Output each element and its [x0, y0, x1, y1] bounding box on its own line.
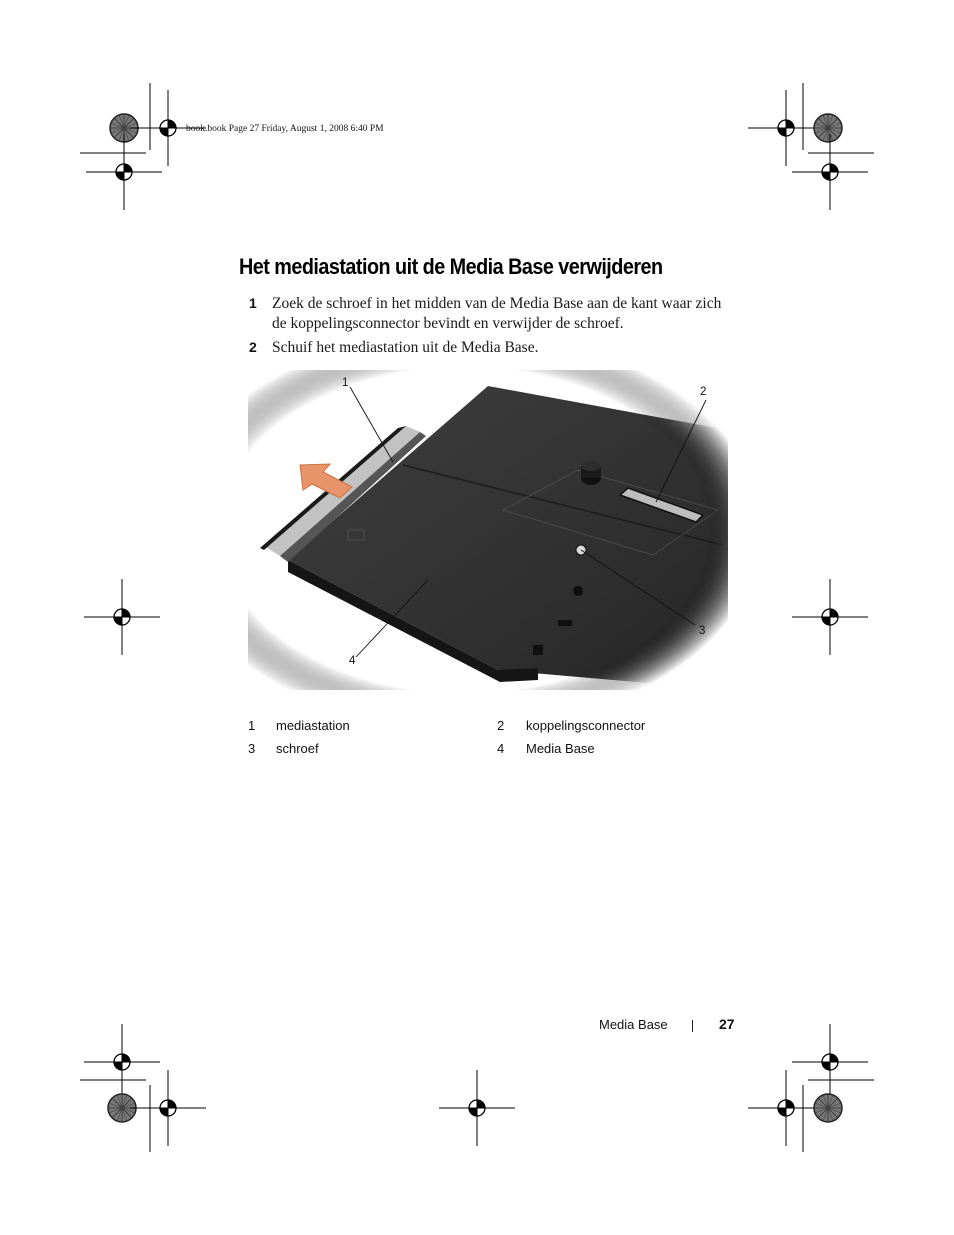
- step-number: 2: [249, 339, 257, 355]
- step-text-line: de koppelingsconnector bevindt en verwijder de schroef.: [272, 315, 624, 332]
- page-title: Het mediastation uit de Media Base verwijderen: [239, 254, 663, 279]
- registration-cross-icon: [86, 134, 162, 210]
- legend-number: 3: [248, 741, 256, 756]
- print-slug-line: book.book Page 27 Friday, August 1, 2008 6:40 PM: [186, 124, 384, 134]
- callout-number: 1: [342, 377, 349, 389]
- callout-number: 4: [349, 655, 356, 667]
- registration-wheel-icon: [814, 1094, 842, 1122]
- registration-wheel-icon: [814, 114, 842, 142]
- legend-number: 4: [497, 741, 505, 756]
- registration-cross-icon: [130, 1070, 206, 1146]
- footer-section-title: Media Base: [599, 1017, 668, 1032]
- registration-cross-icon: [792, 579, 868, 655]
- legend-label: Media Base: [526, 741, 595, 756]
- legend-number: 1: [248, 718, 256, 733]
- registration-cross-icon: [84, 579, 160, 655]
- step-text-line: Schuif het mediastation uit de Media Base.: [272, 339, 539, 356]
- media-base-illustration: [248, 370, 728, 690]
- legend-label: mediastation: [276, 718, 350, 733]
- step-number: 1: [249, 295, 257, 311]
- callout-number: 2: [700, 386, 707, 398]
- registration-cross-icon: [748, 90, 824, 166]
- callout-number: 3: [699, 625, 706, 637]
- registration-cross-icon: [439, 1070, 515, 1146]
- legend-label: koppelingsconnector: [526, 718, 646, 733]
- footer-divider: [692, 1020, 693, 1032]
- step-text-line: Zoek de schroef in het midden van de Media Base aan de kant waar zich: [272, 295, 722, 312]
- registration-cross-icon: [84, 1024, 160, 1100]
- legend-label: schroef: [276, 741, 319, 756]
- legend-number: 2: [497, 718, 505, 733]
- registration-cross-icon: [748, 1070, 824, 1146]
- page-number: 27: [719, 1016, 735, 1032]
